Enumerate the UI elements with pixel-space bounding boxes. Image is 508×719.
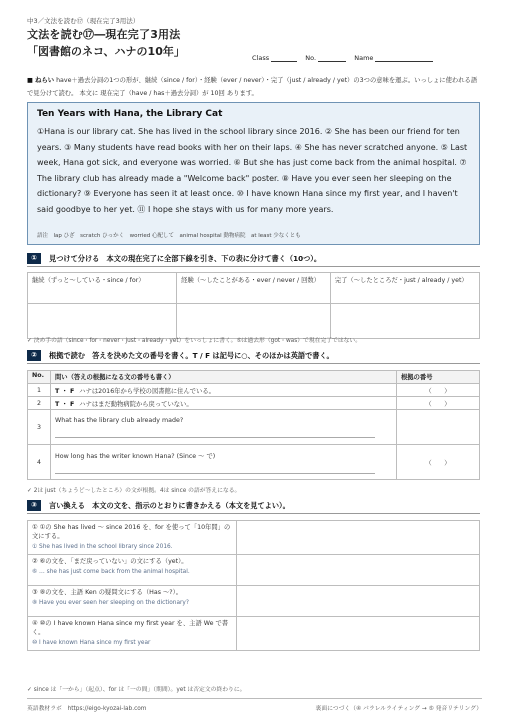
section2-header-row xyxy=(28,371,480,384)
section1-header-row xyxy=(28,273,480,304)
page-title: 文法を読む⑰―現在完了3用法 xyxy=(27,28,181,41)
instruction-cell xyxy=(28,617,237,651)
instruction-cell xyxy=(28,521,237,555)
story-title: Ten Years with Hana, the Library Cat xyxy=(37,109,223,119)
rewrite-answer-cell[interactable] xyxy=(237,617,480,651)
section2-table xyxy=(27,370,480,480)
aim-text xyxy=(27,74,482,100)
question-cell xyxy=(51,445,397,480)
name-blank[interactable] xyxy=(375,53,433,62)
footer-source: 英語教材ラボ https://eigo-kyozai-lab.com xyxy=(27,706,147,712)
evidence-cell[interactable]: （ ） xyxy=(397,397,480,410)
section1-answer-row xyxy=(28,304,480,339)
story-gloss: 語注 lap ひざ scratch ひっかく worried 心配して animal hospital 動物病院 at least 少なくとも xyxy=(37,233,301,239)
original-sentence: ① She has lived in the school library since 2016. xyxy=(32,544,173,550)
instruction-text: ① ①の She has lived 〜 since 2016 を、for を使って「10年間」の文にする。 xyxy=(32,524,231,540)
footer-continue: 裏面につづく（④ パラレルライティング → ⑤ 発音リテリング） xyxy=(315,706,482,712)
original-sentence: ⑧ Have you ever seen her sleeping on the dictionary? xyxy=(32,600,189,606)
section3-header xyxy=(27,500,480,514)
section3-badge: ③ xyxy=(27,500,41,511)
table-row xyxy=(28,384,480,397)
answer-cell-continuation[interactable] xyxy=(28,304,177,339)
instruction-cell xyxy=(28,586,237,617)
no-blank[interactable] xyxy=(318,53,346,62)
row-number: 4 xyxy=(28,445,51,480)
section2-title: 根拠で読む 答えを決めた文の番号を書く。T / F は記号に○、そのほかは英語で書く。 xyxy=(49,351,334,360)
instruction-text: ② ⑥の文を、「まだ戻っていない」の文にする（yet）。 xyxy=(32,558,188,565)
original-sentence: ⑩ I have known Hana since my first year xyxy=(32,640,151,646)
section1-badge: ① xyxy=(27,253,41,264)
footer xyxy=(27,698,482,712)
row-number: 1 xyxy=(28,384,51,397)
column-completion: 完了（～したところだ・just / already / yet） xyxy=(330,273,479,304)
instruction-text: ④ ⑩の I have known Hana since my first year を、主語 We で書く。 xyxy=(32,620,229,636)
row-number: 2 xyxy=(28,397,51,410)
tf-choice[interactable]: T ・ F xyxy=(55,387,75,395)
rewrite-answer-cell[interactable] xyxy=(237,555,480,586)
answer-line[interactable] xyxy=(55,463,375,474)
question-text: How long has the writer known Hana? (Since 〜 で) xyxy=(55,452,216,460)
story-box xyxy=(27,102,480,245)
question-cell xyxy=(51,397,397,410)
col-evidence: 根拠の番号 xyxy=(397,371,480,384)
header-meta: 中3／文法を読む⑰（現在完了3用法） xyxy=(27,17,140,25)
page-subtitle: 「図書館のネコ、ハナの10年」 xyxy=(27,45,185,58)
aim-label: ■ ねらい xyxy=(27,77,55,84)
student-info-line xyxy=(252,53,439,62)
table-row xyxy=(28,410,480,445)
question-cell xyxy=(51,384,397,397)
col-no: No. xyxy=(28,371,51,384)
section1-table xyxy=(27,272,480,339)
aim-body: have＋過去分詞の1つの形が、継続（since / for）・経験（ever / never）・完了（just / already / yet）の3つの意味を運ぶ。いっしょに使われる語で見分けて読む。 本文に 現在完了（have / has＋過去分詞）が 10回 あります。 xyxy=(27,77,478,97)
no-label: No. xyxy=(305,54,317,62)
table-row xyxy=(28,617,480,651)
class-label: Class xyxy=(252,54,270,62)
table-row xyxy=(28,521,480,555)
original-sentence: ⑥ … she has just come back from the animal hospital. xyxy=(32,569,190,575)
evidence-cell[interactable]: （ ） xyxy=(397,445,480,480)
section3-table xyxy=(27,520,480,651)
col-question: 問い（答えの根拠になる文の番号も書く） xyxy=(51,371,397,384)
table-row xyxy=(28,586,480,617)
column-continuation: 継続（ずっと～している・since / for） xyxy=(28,273,177,304)
rewrite-answer-cell[interactable] xyxy=(237,521,480,555)
answer-cell-completion[interactable] xyxy=(330,304,479,339)
class-blank[interactable] xyxy=(271,53,297,62)
question-text: ハナは2016年から学校の図書館に住んでいる。 xyxy=(79,387,215,395)
table-row xyxy=(28,555,480,586)
column-experience: 経験（～したことがある・ever / never / 回数） xyxy=(177,273,331,304)
rewrite-answer-cell[interactable] xyxy=(237,586,480,617)
name-label: Name xyxy=(354,54,374,62)
tf-choice[interactable]: T ・ F xyxy=(55,400,75,408)
section2-header xyxy=(27,350,480,364)
section3-note: ✓ since は「一から」（起点）、for は「一の間」（期間）。yet は否定文の終わりに。 xyxy=(27,687,246,693)
story-text: ①Hana is our library cat. She has lived in the school library since 2016. ② She has been our friend for ten years. ③ Many students have read books with her on their laps. ④ She has never scratched anyone. ⑤ Last week, Hana got sick, and everyone was worried. ⑥ But she has just come back from the animal hospital. ⑦ The library club has already made a "Welcome back" poster. ⑧ Have you ever seen her sleeping on the dictionary? ⑨ Everyone has seen it at least once. ⑩ I have known Hana since my first year, and I haven't said goodbye to her yet. ⑪ I hope she stays with us for many more years. xyxy=(37,127,468,214)
table-row xyxy=(28,445,480,480)
question-text: ハナはまだ動物病院から戻っていない。 xyxy=(79,400,193,408)
answer-line[interactable] xyxy=(55,427,375,438)
instruction-text: ③ ⑧の文を、主語 Ken の疑問文にする（Has 〜?）。 xyxy=(32,589,183,596)
table-row xyxy=(28,397,480,410)
section1-note: ✓ 決め手の語（since・for・never・just・already・yet）をいっしょに書く。⑤は過去形（got・was）で現在完了ではない。 xyxy=(27,338,362,344)
section1-title: 見つけて分ける 本文の現在完了に全部下線を引き、下の表に分けて書く（10つ）。 xyxy=(49,254,322,263)
evidence-cell[interactable]: （ ） xyxy=(397,384,480,397)
section1-header xyxy=(27,253,480,267)
row-number: 3 xyxy=(28,410,51,445)
section2-badge: ② xyxy=(27,350,41,361)
answer-cell-experience[interactable] xyxy=(177,304,331,339)
section2-note: ✓ 2は just（ちょうど～したところ）の文が根拠。4は since の語が答えになる。 xyxy=(27,488,241,494)
question-text: What has the library club already made? xyxy=(55,416,184,424)
instruction-cell xyxy=(28,555,237,586)
evidence-cell[interactable] xyxy=(397,410,480,445)
question-cell xyxy=(51,410,397,445)
section3-title: 言い換える 本文の文を、指示のとおりに書きかえる（本文を見てよい）。 xyxy=(49,501,290,510)
